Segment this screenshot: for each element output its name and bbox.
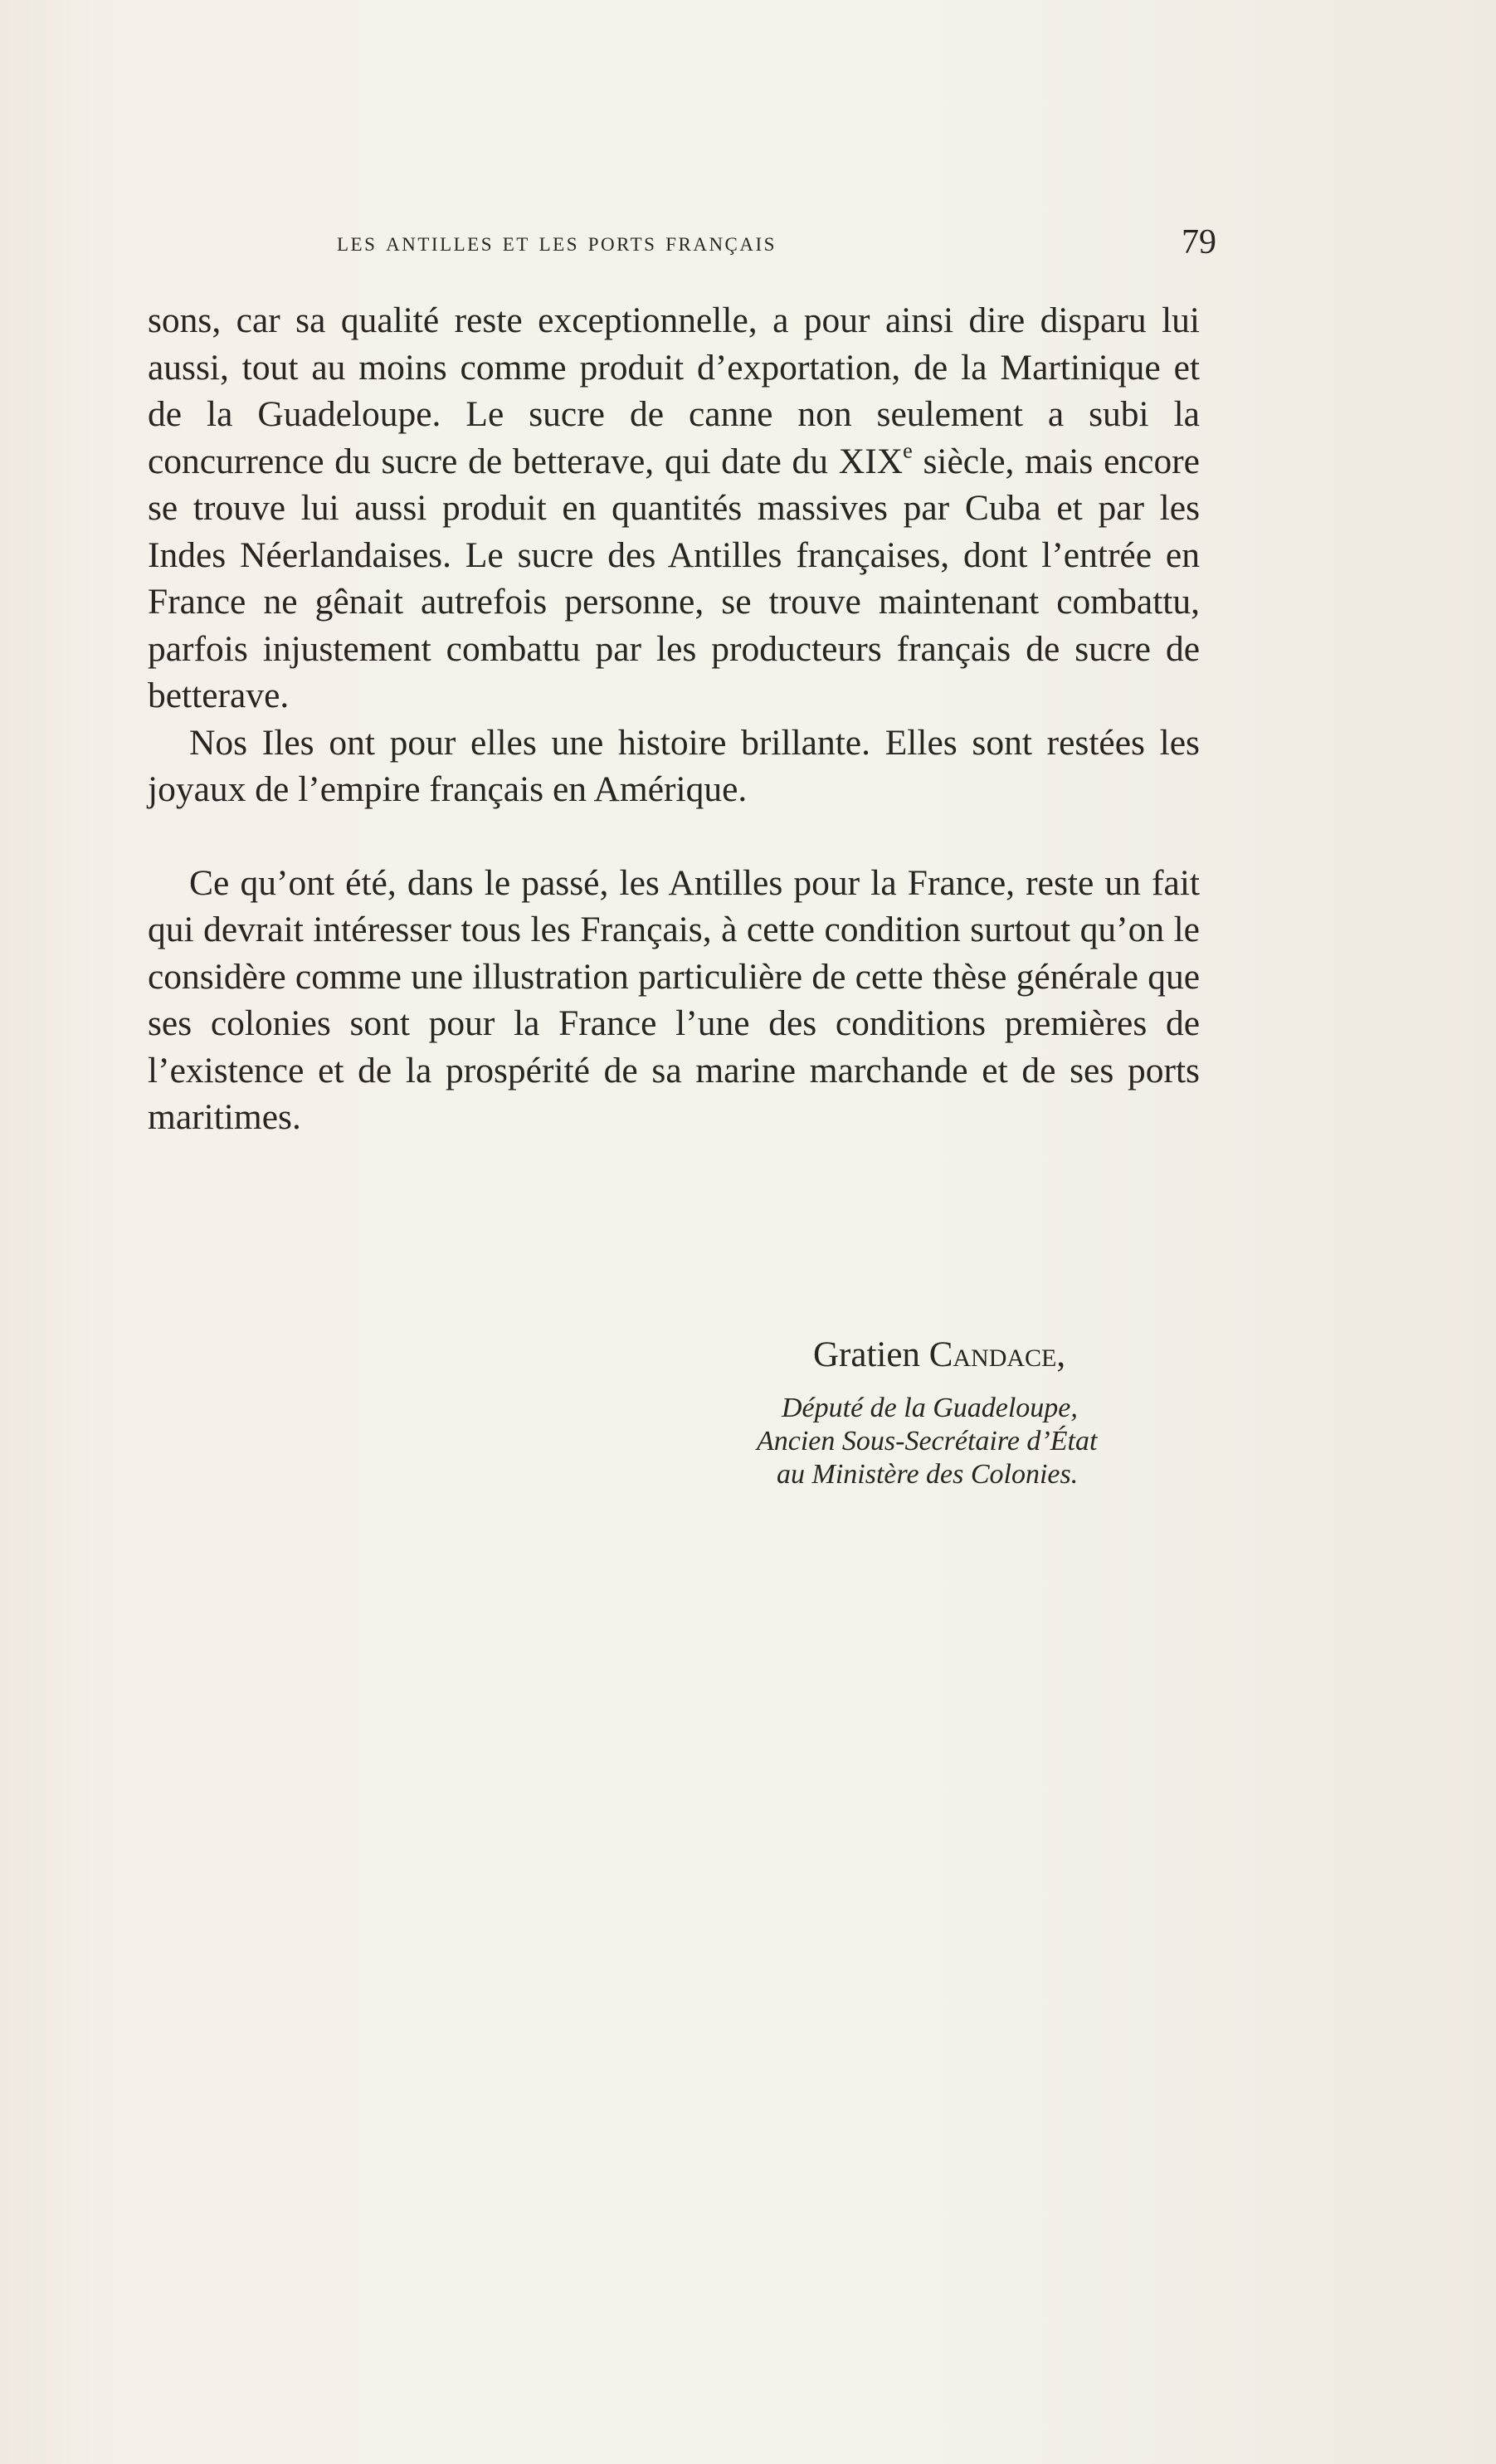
paragraph-2: Nos Iles ont pour elles une histoire brillante. Elles sont restées les joyaux de l’empire français en Amérique. xyxy=(148,722,1200,809)
title-line-1: Député de la Guadeloupe, xyxy=(782,1393,1078,1423)
signature-titles xyxy=(738,1392,1236,1491)
paragraph-1 xyxy=(148,297,1200,720)
century-superscript: e xyxy=(903,438,913,463)
page-number: 79 xyxy=(1182,223,1216,261)
title-line-3: au Ministère des Colonies. xyxy=(777,1459,1079,1490)
page-header xyxy=(146,222,1216,264)
paragraph-3: Ce qu’ont été, dans le passé, les Antilles pour la France, reste un fait qui devrait intéresser tous les Français, à cette condition surtout qu’on le considère comme une illustration particulière de cette thèse générale que ses colonies sont pour la France l’une des conditions premières de l’existence et de la prospérité de sa marine marchande et de ses ports maritimes. xyxy=(148,862,1200,1137)
century-numeral: XIX xyxy=(838,441,904,481)
running-title: les antilles et les ports français xyxy=(337,227,777,257)
paragraph-1-end: siècle, mais encore se trouve lui aussi produit en quantités massives par Cuba et par les Indes Néerlandaises. Le sucre des Antilles françaises, dont l’entrée en France ne gênait autrefois personne, se trouve maintenant combattu, parfois injustement combattu par les producteurs français de sucre de betterave. xyxy=(148,441,1200,715)
paragraph-1-start: sons, car sa qualité reste exceptionnelle, a pour ainsi dire disparu lui aussi, tout au moins comme produit d’exportation, de la Martinique et de la Guadeloupe. Le sucre de canne non seulement a subi la concurrence du sucre de betterave, qui date du xyxy=(148,300,1200,481)
signature-surname: Candace, xyxy=(928,1335,1066,1374)
body-text xyxy=(148,297,1200,1141)
signature-name xyxy=(813,1334,1065,1375)
title-line-2: Ancien Sous-Secrétaire d’État xyxy=(757,1426,1098,1456)
signature-first-name: Gratien xyxy=(813,1335,920,1374)
